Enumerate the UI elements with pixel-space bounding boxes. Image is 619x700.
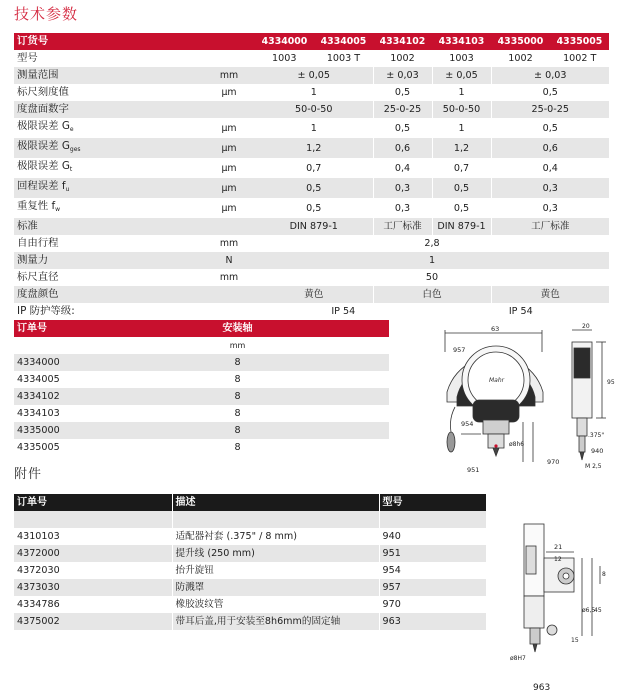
spec-label-text: 极限误差 G <box>17 120 70 132</box>
spec-row-label <box>14 269 203 286</box>
spec-unit <box>203 303 255 320</box>
install-row <box>14 354 389 371</box>
install-unit: mm <box>229 341 246 350</box>
spec-table <box>14 33 609 320</box>
callout-954: 954 <box>461 420 474 428</box>
spec-unit: μm <box>221 202 237 214</box>
spec-value: IP 54 <box>331 306 356 317</box>
spec-value: 白色 <box>373 286 491 303</box>
accessory-description: 带耳后盖,用于安装至8h6mm的固定轴 <box>172 613 379 630</box>
spec-row-label <box>14 218 203 235</box>
spec-value: 0,5 <box>432 198 491 218</box>
spec-value: 0,5 <box>491 118 609 138</box>
spec-row <box>14 67 609 84</box>
spec-row-label <box>14 118 203 138</box>
back-cover-drawing <box>508 516 616 666</box>
spec-value: 工厂标准 <box>491 218 609 235</box>
accessory-description: 提升线 (250 mm) <box>172 545 379 562</box>
accessory-description: 防溅罩 <box>172 579 379 596</box>
spec-value: 1 <box>255 252 609 269</box>
spec-label-text: IP 防护等级: <box>17 305 75 317</box>
spec-label-text: 度盘面数字 <box>17 103 69 115</box>
spec-row <box>14 178 609 198</box>
install-row <box>14 388 389 405</box>
dim-dia8h7: ø8H7 <box>510 655 526 662</box>
spec-label-subscript: u <box>65 186 70 193</box>
install-shaft: 8 <box>86 354 389 371</box>
dim-21: 21 <box>554 543 563 551</box>
spec-label-text: 标尺直径 <box>17 271 59 283</box>
dim-8: 8 <box>602 571 606 578</box>
accessories-row <box>14 545 486 562</box>
spec-value: 0,5 <box>373 84 432 101</box>
accessory-model: 963 <box>379 613 486 630</box>
spec-label-text: 标尺刻度值 <box>17 86 69 98</box>
spec-row <box>14 84 609 101</box>
spec-row <box>14 198 609 218</box>
callout-957: 957 <box>453 346 466 354</box>
spec-value: 50 <box>425 272 439 283</box>
spec-label-text: 度盘颜色 <box>17 288 59 300</box>
spec-label-text: 极限误差 G <box>17 160 70 172</box>
accessories-header-cell: 描述 <box>172 494 379 511</box>
accessories-spacer-row <box>14 511 486 528</box>
spec-value: 1 <box>310 87 317 98</box>
accessory-description: 抬升旋钮 <box>172 562 379 579</box>
callout-951: 951 <box>467 466 480 474</box>
spec-value: DIN 879-1 <box>432 218 491 235</box>
spec-value: 1,2 <box>255 138 373 158</box>
spec-value: 0,3 <box>373 198 432 218</box>
spec-value: 0,3 <box>491 198 609 218</box>
spec-row-label <box>14 158 203 178</box>
spec-label-text: 重复性 f <box>17 200 56 212</box>
dim-inch: .375" <box>588 432 605 439</box>
spec-label-text: 测量范围 <box>17 69 59 81</box>
spec-value: 2,8 <box>424 238 440 249</box>
spec-label-text: 极限误差 G <box>17 140 70 152</box>
accessory-order-no: 4372030 <box>17 565 60 576</box>
page-title: 技术参数 <box>14 5 79 23</box>
install-order-no: 4335005 <box>17 442 60 453</box>
spec-header-label: 订货号 <box>14 33 203 50</box>
spec-label-text: 回程误差 f <box>17 180 66 192</box>
accessories-spacer-cell <box>172 511 379 528</box>
spec-value: ± 0,03 <box>491 67 609 84</box>
spec-value: 1003 <box>432 50 491 67</box>
spec-row <box>14 50 609 67</box>
spec-value: 1003 <box>272 53 297 64</box>
dim-15: 15 <box>571 637 579 644</box>
spec-value: 黄色 <box>255 286 373 303</box>
spec-unit <box>203 218 255 235</box>
install-unit-blank <box>14 337 86 354</box>
spec-row-label <box>14 235 203 252</box>
spec-value: 工厂标准 <box>373 218 432 235</box>
install-row <box>14 439 389 456</box>
spec-row <box>14 269 609 286</box>
accessories-header-row <box>14 494 486 511</box>
install-row <box>14 422 389 439</box>
spec-row-label <box>14 50 203 67</box>
spec-row <box>14 158 609 178</box>
spec-value: 0,5 <box>255 178 373 198</box>
accessories-row <box>14 562 486 579</box>
spec-value: 0,5 <box>432 178 491 198</box>
spec-value: 50-0-50 <box>255 101 373 118</box>
accessory-description: 橡胶波纹管 <box>172 596 379 613</box>
accessories-title: 附件 <box>14 467 43 482</box>
dim-63: 63 <box>491 325 500 333</box>
dim-45: 45 <box>594 607 602 614</box>
spec-label-subscript: ges <box>69 146 81 153</box>
drawing-label-963: 963 <box>533 683 551 693</box>
spec-row-label <box>14 101 203 118</box>
dim-20: 20 <box>582 323 590 330</box>
spec-row-label <box>14 138 203 158</box>
install-shaft: 8 <box>234 442 241 453</box>
install-order-no: 4334005 <box>17 374 60 385</box>
accessory-model: 940 <box>379 528 486 545</box>
brand-logo: Mahr <box>489 377 505 384</box>
spec-row-label <box>14 178 203 198</box>
spec-value: ± 0,05 <box>432 67 491 84</box>
callout-970: 970 <box>547 458 560 466</box>
spec-header-cell: 4334102 <box>373 33 432 50</box>
spec-header-cell <box>203 33 255 50</box>
accessory-model: 951 <box>379 545 486 562</box>
accessories-row <box>14 528 486 545</box>
comparator-drawing <box>425 322 615 474</box>
spec-row-label <box>14 84 203 101</box>
spec-value: 1002 <box>491 50 550 67</box>
install-unit-row <box>14 337 389 354</box>
dim-95: 95 <box>607 379 615 386</box>
callout-940: 940 <box>591 447 604 455</box>
spec-row-label <box>14 67 203 84</box>
spec-value: 0,6 <box>491 138 609 158</box>
spec-value: 黄色 <box>491 286 609 303</box>
spec-unit: mm <box>219 238 239 249</box>
install-shaft: 8 <box>234 408 241 419</box>
spec-header-cell: 4334103 <box>432 33 491 50</box>
spec-value: 50-0-50 <box>432 101 491 118</box>
spec-value: 1 <box>432 118 491 138</box>
spec-value: ± 0,03 <box>373 67 432 84</box>
spec-row <box>14 286 609 303</box>
dim-12: 12 <box>554 556 562 563</box>
install-row <box>14 371 389 388</box>
spec-value: 1,2 <box>432 138 491 158</box>
spec-value: 1002 T <box>550 50 609 67</box>
spec-value: 0,6 <box>373 138 432 158</box>
spec-row-label <box>14 286 203 303</box>
spec-header-cell: 4334005 <box>314 33 373 50</box>
spec-row <box>14 138 609 158</box>
spec-row-label <box>14 252 203 269</box>
install-header-cell: 安装轴 <box>86 320 389 337</box>
spec-unit: μm <box>221 122 237 134</box>
spec-value: 1002 <box>373 50 432 67</box>
spec-label-text: 标准 <box>17 220 38 232</box>
spec-row <box>14 235 609 252</box>
accessory-model: 970 <box>379 596 486 613</box>
spec-row <box>14 101 609 118</box>
accessories-spacer-cell <box>14 511 172 528</box>
spec-unit <box>203 286 255 303</box>
accessories-spacer-cell <box>379 511 486 528</box>
dim-dia: ø8h6 <box>509 441 525 448</box>
spec-unit: mm <box>219 272 239 283</box>
install-shaft: 8 <box>234 374 241 385</box>
accessory-order-no: 4373030 <box>14 579 172 596</box>
install-row <box>14 405 389 422</box>
accessories-row <box>14 596 486 613</box>
spec-unit <box>203 50 255 67</box>
spec-row-label <box>14 198 203 218</box>
spec-label-text: 测量力 <box>17 254 49 266</box>
install-header-cell: 订单号 <box>14 320 86 337</box>
accessory-order-no: 4310103 <box>17 531 60 542</box>
accessories-header-cell: 型号 <box>379 494 486 511</box>
spec-row <box>14 218 609 235</box>
spec-value: DIN 879-1 <box>255 218 373 235</box>
spec-unit: μm <box>203 178 255 198</box>
accessory-order-no: 4334786 <box>17 599 60 610</box>
spec-value: 0,4 <box>491 158 609 178</box>
install-order-no: 4334000 <box>14 354 86 371</box>
accessory-model: 957 <box>379 579 486 596</box>
accessory-order-no: 4372000 <box>14 545 172 562</box>
spec-value: 25-0-25 <box>373 101 432 118</box>
install-order-no: 4334103 <box>17 408 60 419</box>
dim-r65: ø6,5 <box>582 607 596 614</box>
install-shaft: 8 <box>86 422 389 439</box>
spec-value: 1 <box>310 122 317 134</box>
spec-header-cell: 4335000 <box>491 33 550 50</box>
spec-unit: mm <box>203 67 255 84</box>
spec-label-subscript: w <box>55 206 61 213</box>
spec-unit: μm <box>221 87 237 98</box>
spec-value: 0,3 <box>491 178 609 198</box>
spec-label-subscript: e <box>69 126 74 133</box>
accessory-description: 适配器衬套 (.375" / 8 mm) <box>172 528 379 545</box>
install-header-row <box>14 320 389 337</box>
spec-value: 0,4 <box>373 158 432 178</box>
accessories-row <box>14 579 486 596</box>
spec-unit: N <box>203 252 255 269</box>
install-shaft: 8 <box>86 388 389 405</box>
spec-value: 1 <box>432 84 491 101</box>
spec-value: 0,7 <box>432 158 491 178</box>
spec-label-subscript: t <box>69 166 73 173</box>
spec-row <box>14 118 609 138</box>
spec-unit: μm <box>221 162 237 174</box>
spec-value: 25-0-25 <box>491 101 609 118</box>
spec-value: 1003 T <box>314 50 373 67</box>
spec-value: ± 0,05 <box>255 67 373 84</box>
install-order-no: 4335000 <box>14 422 86 439</box>
spec-header-cell: 4334000 <box>255 33 314 50</box>
accessories-row <box>14 613 486 630</box>
spec-header-row <box>14 33 609 50</box>
accessories-table <box>14 494 486 630</box>
spec-row <box>14 252 609 269</box>
spec-value: 0,7 <box>306 162 322 174</box>
spec-unit: μm <box>203 138 255 158</box>
dim-m25: M 2,5 <box>585 463 602 470</box>
spec-unit <box>203 101 255 118</box>
spec-value: 0,5 <box>491 84 609 101</box>
spec-value: 0,5 <box>373 118 432 138</box>
spec-header-cell: 4335005 <box>550 33 609 50</box>
spec-value: 0,5 <box>306 202 322 214</box>
spec-value: IP 54 <box>432 303 609 320</box>
install-order-no: 4334102 <box>14 388 86 405</box>
spec-row <box>14 303 609 320</box>
install-table <box>14 320 389 456</box>
spec-row-label <box>14 303 203 320</box>
accessory-order-no: 4375002 <box>14 613 172 630</box>
accessory-model: 954 <box>379 562 486 579</box>
spec-label-text: 自由行程 <box>17 237 59 249</box>
spec-value: 0,3 <box>373 178 432 198</box>
spec-label-text: 型号 <box>17 52 38 64</box>
accessories-header-cell: 订单号 <box>14 494 172 511</box>
